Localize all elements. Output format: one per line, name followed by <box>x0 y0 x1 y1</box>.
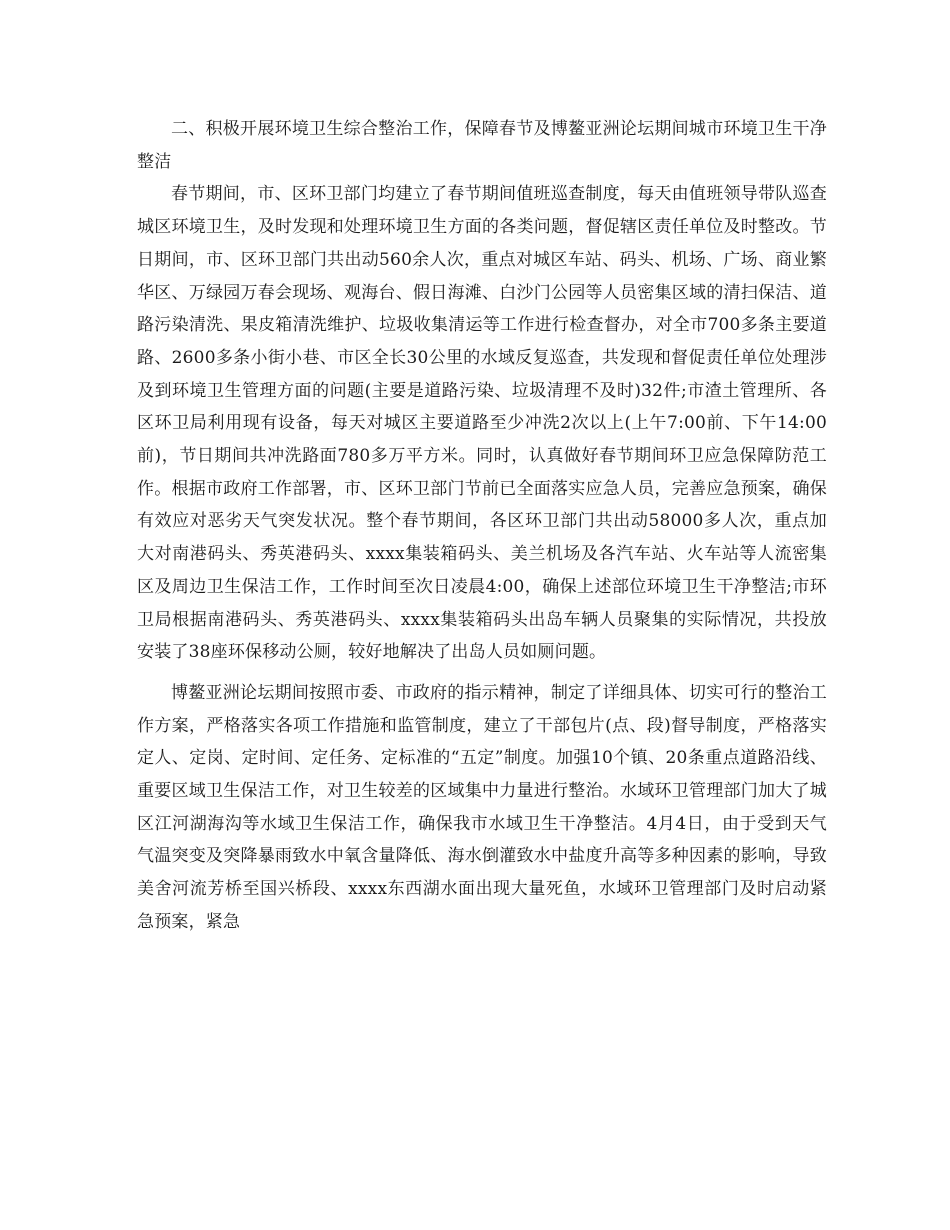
document-body <box>137 113 827 947</box>
section-heading: 二、积极开展环境卫生综合整治工作，保障春节及博鳌亚洲论坛期间城市环境卫生干净整洁 <box>137 119 827 172</box>
paragraph-spring-festival: 春节期间，市、区环卫部门均建立了春节期间值班巡查制度，每天由值班领导带队巡查城区环境卫生，及时发现和处理环境卫生方面的各类问题，督促辖区责任单位及时整改。节日期间，市、区环卫部门共出动560余人次，重点对城区车站、码头、机场、广场、商业繁华区、万绿园万春会现场、观海台、假日海滩、白沙门公园等人员密集区域的清扫保洁、道路污染清洗、果皮箱清洗维护、垃圾收集清运等工作进行检查督办，对全市700多条主要道路、2600多条小街小巷、市区全长30公里的水域反复巡查，共发现和督促责任单位处理涉及到环境卫生管理方面的问题(主要是道路污染、垃圾清理不及时)32件;市渣土管理所、各区环卫局利用现有设备，每天对城区主要道路至少冲洗2次以上(上午7:00前、下午14:00前)，节日期间共冲洗路面780多万平方米。同时，认真做好春节期间环卫应急保障防范工作。根据市政府工作部署，市、区环卫部门节前已全面落实应急人员，完善应急预案，确保有效应对恶劣天气突发状况。整个春节期间，各区环卫部门共出动58000多人次，重点加大对南港码头、秀英港码头、xxxx集装箱码头、美兰机场及各汽车站、火车站等人流密集区及周边卫生保洁工作，工作时间至次日凌晨4:00，确保上述部位环境卫生干净整洁;市环卫局根据南港码头、秀英港码头、xxxx集装箱码头出岛车辆人员聚集的实际情况，共投放安装了38座环保移动公厕，较好地解决了出岛人员如厕问题。 <box>137 184 827 663</box>
paragraph-boao-forum: 博鳌亚洲论坛期间按照市委、市政府的指示精神，制定了详细具体、切实可行的整治工作方案，严格落实各项工作措施和监管制度，建立了干部包片(点、段)督导制度，严格落实定人、定岗、定时间、定任务、定标准的“五定”制度。加强10个镇、20条重点道路沿线、重要区域卫生保洁工作，对卫生较差的区域集中力量进行整治。水域环卫管理部门加大了城区江河湖海沟等水域卫生保洁工作，确保我市水域卫生干净整洁。4月4日，由于受到天气气温突变及突降暴雨致水中氧含量降低、海水倒灌致水中盐度升高等多种因素的影响，导致美舍河流芳桥至国兴桥段、xxxx东西湖水面出现大量死鱼，水域环卫管理部门及时启动紧急预案，紧急 <box>137 682 827 932</box>
